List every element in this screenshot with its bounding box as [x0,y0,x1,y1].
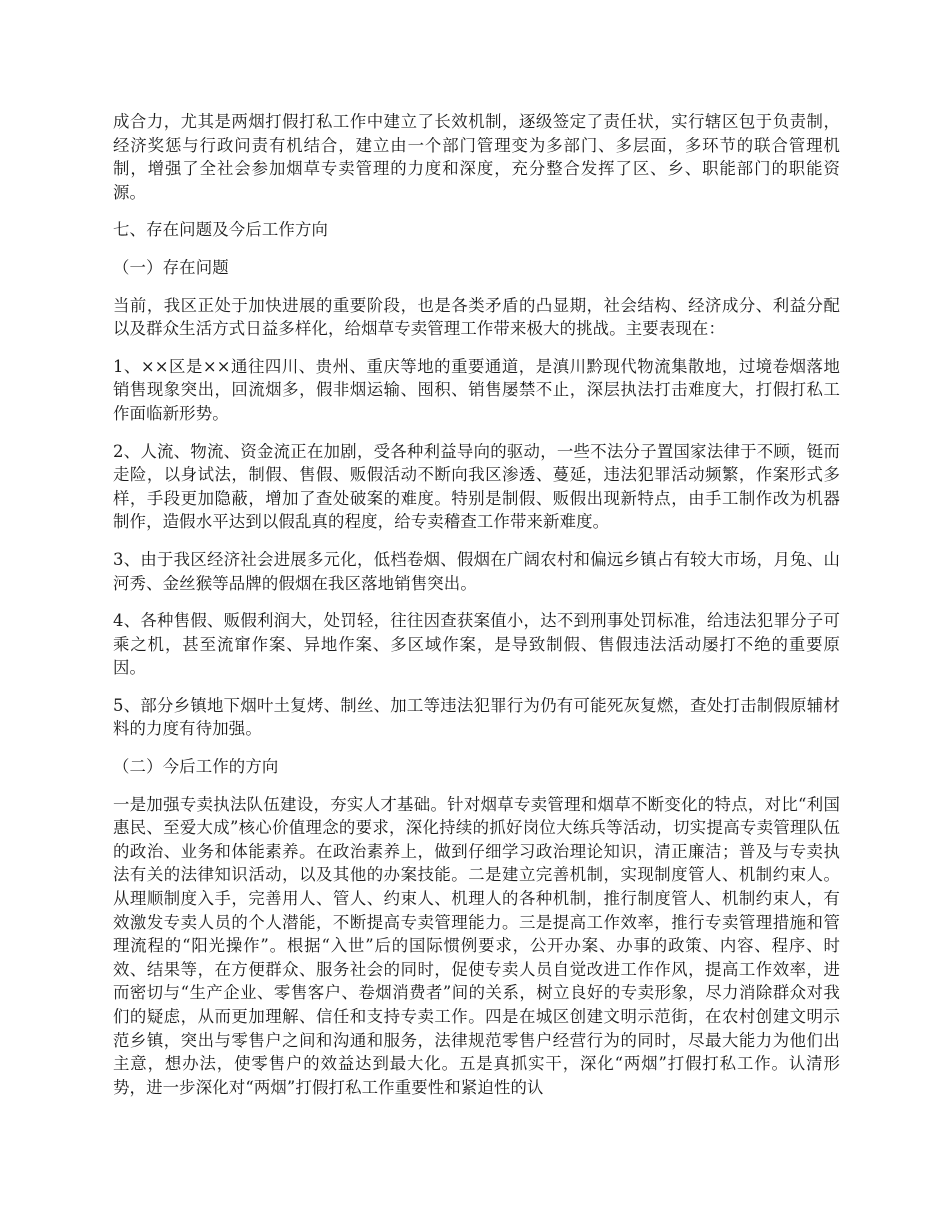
document-body [113,110,840,1113]
subsection-heading-existing-problems: （一）存在问题 [113,257,229,277]
paragraph-future-work: 一是加强专卖执法队伍建设，夯实人才基础。针对烟草专卖管理和烟草不断变化的特点，对比“利国惠民、至爱大成”核心价值理念的要求，深化持续的抓好岗位大练兵等活动，切实提高专卖管理队伍的政治、业务和体能素养。在政治素养上，做到仔细学习政治理论知识，清正廉洁；普及与专卖执法有关的法律知识活动，以及其他的办案技能。二是建立完善机制，实现制度管人、机制约束人。从理顺制度入手，完善用人、管人、约束人、机理人的各种机制，推行制度管人、机制约束人，有效激发专卖人员的个人潜能，不断提高专卖管理能力。三是提高工作效率，推行专卖管理措施和管理流程的“阳光操作”。根据“入世”后的国际惯例要求，公开办案、办事的政策、内容、程序、时效、结果等，在方便群众、服务社会的同时，促使专卖人员自觉改进工作作风，提高工作效率，进而密切与“生产企业、零售客户、卷烟消费者”间的关系，树立良好的专卖形象，尽力消除群众对我们的疑虑，从而更加理解、信任和支持专卖工作。四是在城区创建文明示范街，在农村创建文明示范乡镇，突出与零售户之间和沟通和服务，法律规范零售户经营行为的同时，尽最大能力为他们出主意，想办法，使零售户的效益达到最大化。五是真抓实干，深化“两烟”打假打私工作。认清形势，进一步深化对“两烟”打假打私工作重要性和紧迫性的认 [113,794,840,1097]
list-item-2: 2、人流、物流、资金流正在加剧，受各种利益导向的驱动，一些不法分子置国家法律于不顾，铤而走险，以身试法，制假、售假、贩假活动不断向我区渗透、蔓延，违法犯罪活动频繁，作案形式多样，手段更加隐蔽，增加了查处破案的难度。特别是制假、贩假出现新特点，由手工制作改为机器制作，造假水平达到以假乱真的程度，给专卖稽查工作带来新难度。 [113,441,840,532]
list-item-1: 1、××区是××通往四川、贵州、重庆等地的重要通道，是滇川黔现代物流集散地，过境卷烟落地销售现象突出，回流烟多，假非烟运输、囤积、销售屡禁不止，深层执法打击难度大，打假打私工作面临新形势。 [113,356,840,423]
section-heading-problems-and-direction: 七、存在问题及今后工作方向 [113,220,329,240]
list-item-3: 3、由于我区经济社会进展多元化，低档卷烟、假烟在广阔农村和偏远乡镇占有较大市场，月兔、山河秀、金丝猴等品牌的假烟在我区落地销售突出。 [113,549,840,593]
list-item-5: 5、部分乡镇地下烟叶土复烤、制丝、加工等违法犯罪行为仍有可能死灰复燃，查处打击制假原辅材料的力度有待加强。 [113,695,840,739]
subsection-heading-future-direction: （二）今后工作的方向 [113,757,279,777]
list-item-4: 4、各种售假、贩假利润大，处罚轻，往往因查获案值小，达不到刑事处罚标准，给违法犯罪分子可乘之机，甚至流窜作案、异地作案、多区域作案，是导致制假、售假违法活动屡打不绝的重要原因。 [113,611,840,678]
paragraph-continuation: 成合力，尤其是两烟打假打私工作中建立了长效机制，逐级签定了责任状，实行辖区包于负责制，经济奖惩与行政问责有机结合，建立由一个部门管理变为多部门、多层面，多环节的联合管理机制，增强了全社会参加烟草专卖管理的力度和深度，充分整合发挥了区、乡、职能部门的职能资源。 [113,112,840,202]
paragraph-current-situation: 当前，我区正处于加快进展的重要阶段，也是各类矛盾的凸显期，社会结构、经济成分、利益分配以及群众生活方式日益多样化，给烟草专卖管理工作带来极大的挑战。主要表现在： [113,295,840,339]
